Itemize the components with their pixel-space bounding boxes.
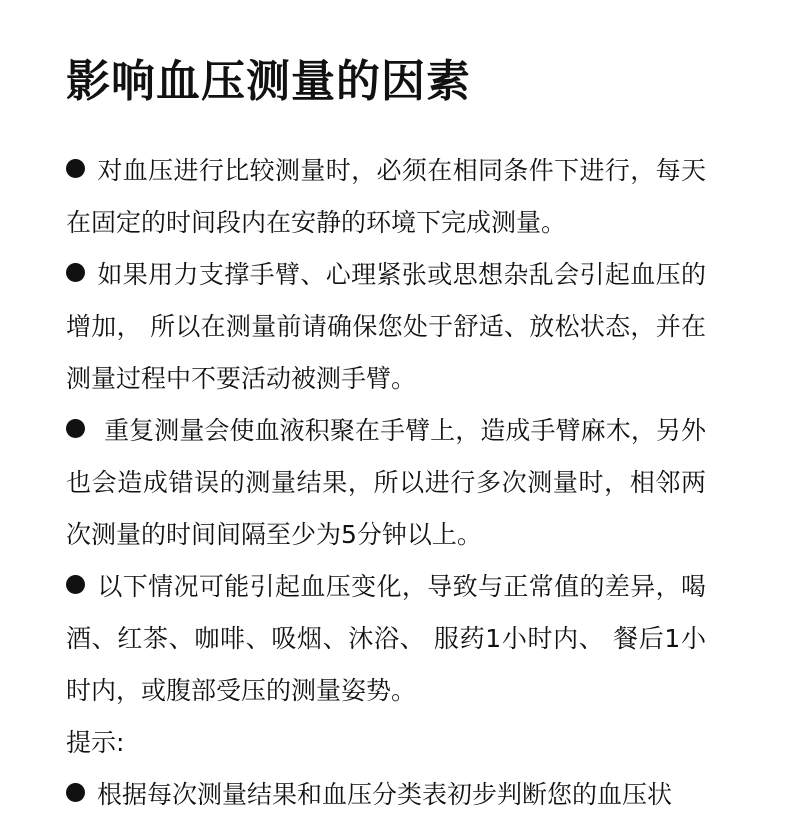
paragraph-text: 如果用力支撑手臂、心理紧张或思想杂乱会引起血压的增加， 所以在测量前请确保您处于舒适、放松状态，并在测量过程中不要活动被测手臂。 (66, 260, 706, 393)
paragraph-text: 对血压进行比较测量时，必须在相同条件下进行，每天在固定的时间段内在安静的环境下完成测量。 (66, 156, 706, 237)
bullet-icon (66, 783, 85, 802)
paragraph-influencing-factors (66, 561, 706, 717)
bullet-icon (66, 263, 85, 282)
paragraph-arm-tension (66, 249, 706, 405)
bullet-icon (66, 575, 85, 594)
page-title: 影响血压测量的因素 (66, 56, 471, 107)
document-body (66, 145, 706, 821)
tip-heading: 提示: (66, 728, 125, 757)
paragraph-tip-classification (66, 769, 706, 821)
paragraph-text: 根据每次测量结果和血压分类表初步判断您的血压状 (97, 780, 673, 809)
paragraph-text: 重复测量会使血液积聚在手臂上，造成手臂麻木，另外也会造成错误的测量结果，所以进行多次测量时，相邻两次测量的时间间隔至少为5分钟以上。 (66, 416, 706, 549)
paragraph-repeated-measurement (66, 405, 706, 561)
bullet-icon (66, 159, 85, 178)
bullet-icon (66, 419, 85, 438)
paragraph-text: 以下情况可能引起血压变化，导致与正常值的差异，喝酒、红茶、咖啡、吸烟、沐浴、 服药1小时内、 餐后1小时内，或腹部受压的测量姿势。 (66, 572, 706, 705)
paragraph-consistent-conditions (66, 145, 706, 249)
